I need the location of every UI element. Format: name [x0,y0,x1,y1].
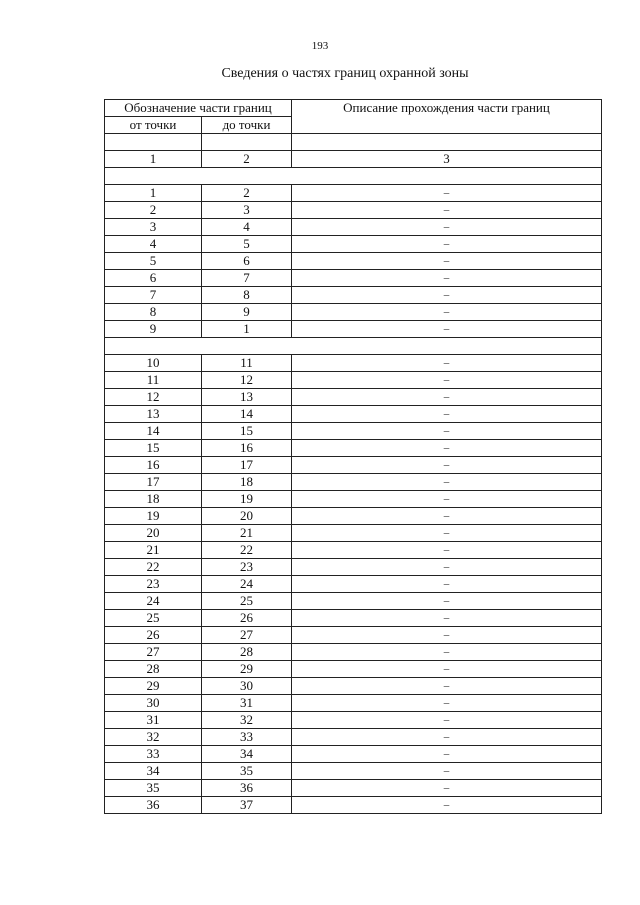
table-row [105,355,602,372]
table-row [105,780,602,797]
cell-from: 28 [105,661,202,678]
column-number-2: 2 [202,151,292,168]
cell-from: 22 [105,559,202,576]
cell-description: – [292,763,602,780]
table-row [105,457,602,474]
cell-description: – [292,321,602,338]
cell-description: – [292,644,602,661]
table-row [105,202,602,219]
cell-description: – [292,576,602,593]
page-title: Сведения о частях границ охранной зоны [221,66,469,81]
cell-description: – [292,304,602,321]
cell-from: 36 [105,797,202,814]
cell-from: 23 [105,576,202,593]
table-row [105,440,602,457]
cell-description: – [292,661,602,678]
cell-to: 20 [202,508,292,525]
cell-to: 8 [202,287,292,304]
cell-description: – [292,695,602,712]
header-group: Обозначение части границ [105,100,292,117]
cell-to: 36 [202,780,292,797]
cell-from: 17 [105,474,202,491]
cell-description: – [292,593,602,610]
header-spacer [105,134,602,151]
cell-to: 29 [202,661,292,678]
cell-from: 30 [105,695,202,712]
table-row [105,372,602,389]
table-row [105,287,602,304]
table-row [105,576,602,593]
cell-to: 2 [202,185,292,202]
cell-from: 20 [105,525,202,542]
table-row [105,508,602,525]
table-row [105,321,602,338]
cell-from: 31 [105,712,202,729]
table-row [105,474,602,491]
table-row [105,712,602,729]
table-row [105,763,602,780]
table-row [105,593,602,610]
table-row [105,695,602,712]
table-row [105,729,602,746]
boundary-table [104,99,602,814]
cell-description: – [292,219,602,236]
cell-from: 9 [105,321,202,338]
table-row [105,559,602,576]
table-row [105,389,602,406]
cell-to: 21 [202,525,292,542]
cell-to: 26 [202,610,292,627]
table-row [105,678,602,695]
cell-to: 19 [202,491,292,508]
table-row [105,525,602,542]
cell-from: 6 [105,270,202,287]
table-row [105,253,602,270]
cell-description: – [292,457,602,474]
cell-description: – [292,372,602,389]
section-separator-cell [105,168,602,185]
cell-to: 33 [202,729,292,746]
cell-to: 16 [202,440,292,457]
cell-from: 11 [105,372,202,389]
cell-from: 16 [105,457,202,474]
cell-to: 27 [202,627,292,644]
cell-from: 27 [105,644,202,661]
table-row [105,423,602,440]
cell-from: 19 [105,508,202,525]
cell-from: 24 [105,593,202,610]
cell-description: – [292,270,602,287]
table-row [105,406,602,423]
cell-from: 7 [105,287,202,304]
cell-description: – [292,389,602,406]
page-number: 193 [311,40,329,52]
cell-from: 21 [105,542,202,559]
column-number-1: 1 [105,151,202,168]
table-row [105,491,602,508]
cell-from: 35 [105,780,202,797]
header-from: от точки [105,117,202,134]
table-row [105,270,602,287]
cell-to: 11 [202,355,292,372]
table-row [105,746,602,763]
cell-from: 13 [105,406,202,423]
cell-to: 22 [202,542,292,559]
table-row [105,219,602,236]
cell-from: 12 [105,389,202,406]
section-separator [105,168,602,185]
cell-to: 28 [202,644,292,661]
cell-description: – [292,236,602,253]
cell-to: 30 [202,678,292,695]
section-separator [105,338,602,355]
cell-description: – [292,440,602,457]
header-to: до точки [202,117,292,134]
table-row [105,236,602,253]
cell-from: 3 [105,219,202,236]
cell-description: – [292,202,602,219]
cell-to: 34 [202,746,292,763]
cell-description: – [292,729,602,746]
cell-description: – [292,423,602,440]
cell-to: 17 [202,457,292,474]
cell-to: 3 [202,202,292,219]
cell-to: 14 [202,406,292,423]
column-number-3: 3 [292,151,602,168]
cell-from: 26 [105,627,202,644]
cell-from: 1 [105,185,202,202]
cell-description: – [292,287,602,304]
cell-from: 34 [105,763,202,780]
cell-description: – [292,746,602,763]
cell-to: 12 [202,372,292,389]
cell-description: – [292,185,602,202]
cell-from: 5 [105,253,202,270]
table-row [105,542,602,559]
cell-to: 9 [202,304,292,321]
cell-description: – [292,253,602,270]
cell-description: – [292,797,602,814]
table-row [105,627,602,644]
cell-to: 25 [202,593,292,610]
cell-description: – [292,712,602,729]
cell-to: 7 [202,270,292,287]
table-row [105,185,602,202]
cell-from: 29 [105,678,202,695]
cell-description: – [292,355,602,372]
cell-description: – [292,508,602,525]
cell-from: 33 [105,746,202,763]
cell-to: 6 [202,253,292,270]
cell-to: 35 [202,763,292,780]
section-separator-cell [105,338,602,355]
cell-description: – [292,678,602,695]
cell-description: – [292,559,602,576]
cell-description: – [292,474,602,491]
cell-to: 32 [202,712,292,729]
cell-to: 31 [202,695,292,712]
cell-to: 37 [202,797,292,814]
cell-description: – [292,542,602,559]
cell-description: – [292,491,602,508]
header-description: Описание прохождения части границ [292,100,602,134]
cell-to: 15 [202,423,292,440]
cell-description: – [292,610,602,627]
cell-to: 23 [202,559,292,576]
cell-to: 24 [202,576,292,593]
cell-description: – [292,525,602,542]
cell-from: 25 [105,610,202,627]
table-row [105,304,602,321]
cell-to: 1 [202,321,292,338]
cell-from: 4 [105,236,202,253]
cell-from: 10 [105,355,202,372]
table-row [105,610,602,627]
cell-to: 5 [202,236,292,253]
cell-description: – [292,780,602,797]
table-row [105,644,602,661]
table-row [105,661,602,678]
cell-to: 18 [202,474,292,491]
cell-from: 32 [105,729,202,746]
cell-from: 8 [105,304,202,321]
table-body [105,168,602,814]
table-row [105,797,602,814]
cell-description: – [292,406,602,423]
cell-from: 18 [105,491,202,508]
cell-from: 2 [105,202,202,219]
cell-to: 4 [202,219,292,236]
cell-from: 15 [105,440,202,457]
cell-from: 14 [105,423,202,440]
cell-description: – [292,627,602,644]
cell-to: 13 [202,389,292,406]
